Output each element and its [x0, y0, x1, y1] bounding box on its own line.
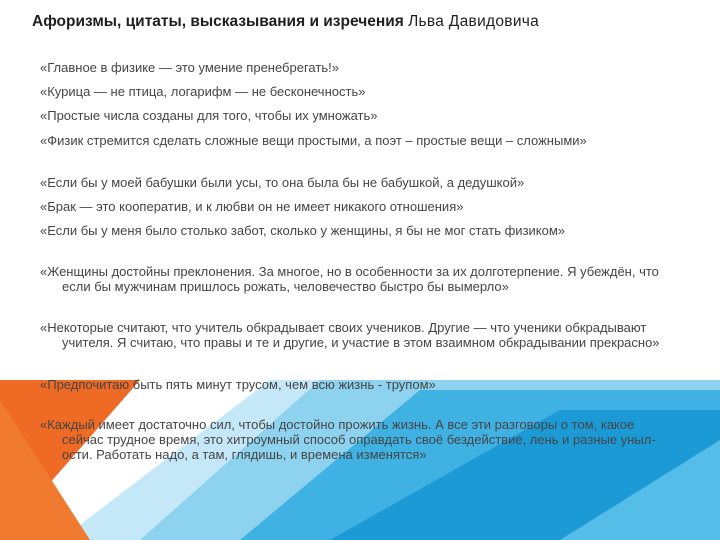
slide-title	[32, 11, 692, 33]
quote-7: «Если бы у меня было столько забот, сколько у женщины, я бы не мог стать физиком»	[40, 223, 566, 238]
quote-5: «Если бы у моей бабушки были усы, то она была бы не бабушкой, а дедушкой»	[40, 175, 525, 190]
quote-10: «Предпочитаю быть пять минут трусом, чем всю жизнь - трупом»	[40, 377, 436, 392]
quote-6: «Брак — это кооператив, и к любви он не имеет никакого отношения»	[40, 199, 464, 214]
quote-8: «Женщины достойны преклонения. За многое, но в особенности за их долготерпение. Я убеждён, что если бы мужчинам пришлось рожать, человечество быстро бы вымерло»	[40, 264, 659, 294]
title-main: Афоризмы, цитаты, высказывания и изречения	[32, 13, 404, 30]
quote-9: «Некоторые считают, что учитель обкрадывает своих учеников. Другие — что ученики обкрадывают учителя. Я считаю, что правы и те и другие, и участие в этом взаимном обкрадывании прекрасно»	[40, 320, 660, 350]
quote-11: «Каждый имеет достаточно сил, чтобы достойно прожить жизнь. А все эти разговоры о том, какое сейчас трудное время, это хитроумный способ оправдать своё бездействие, лень и разные унылости. Работать надо, а там, глядишь, и времена изменятся»	[40, 417, 656, 462]
title-name: Льва Давидовича	[408, 13, 540, 30]
quote-2: «Курица — не птица, логарифм — не бесконечность»	[40, 84, 366, 99]
quote-1: «Главное в физике — это умение пренебрегать!»	[40, 60, 339, 75]
quote-3: «Простые числа созданы для того, чтобы их умножать»	[40, 108, 378, 123]
quote-4: «Физик стремится сделать сложные вещи простыми, а поэт – простые вещи – сложными»	[40, 133, 587, 148]
